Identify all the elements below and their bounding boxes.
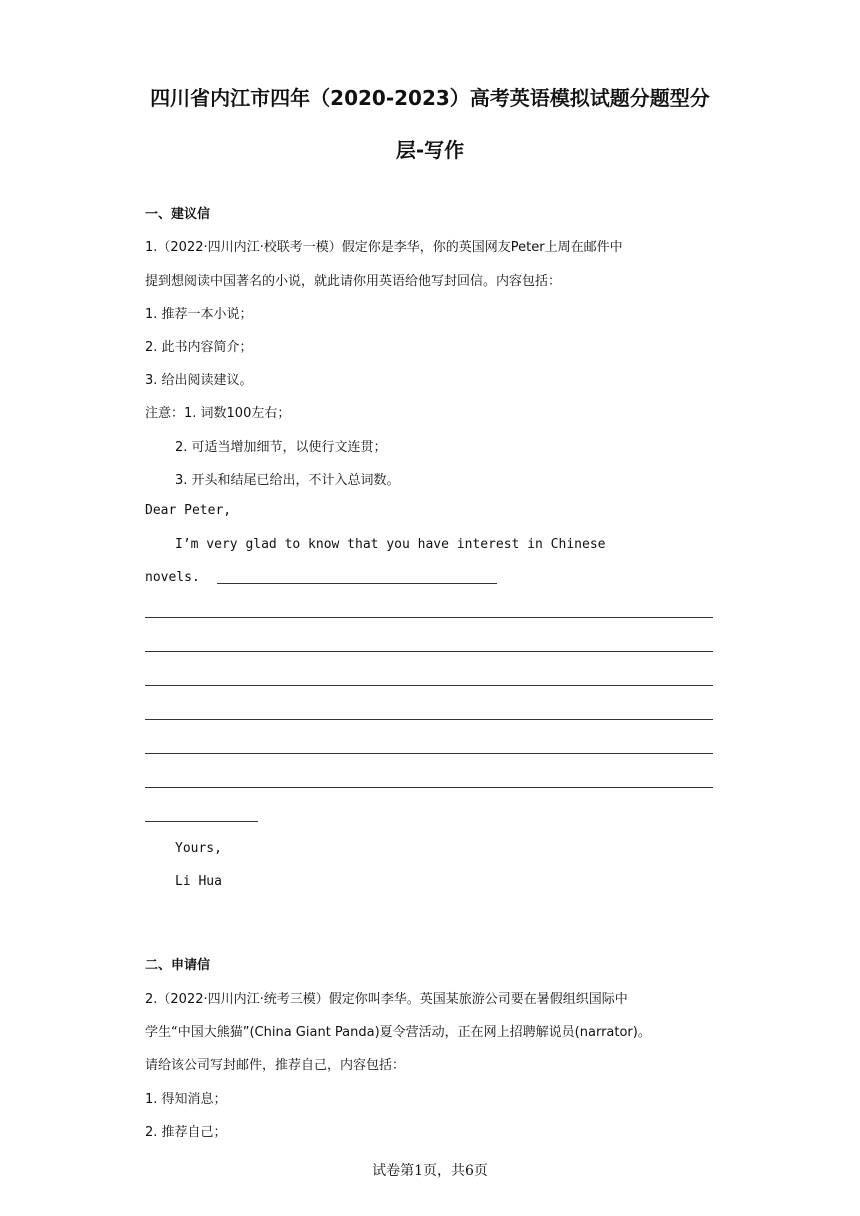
letter-opening-line-2: novels. [145,570,200,585]
requirement-item-3: 3. 给出阅读建议。 [145,373,253,388]
requirement-item-2: 2. 此书内容简介； [145,340,253,355]
title-line-1: 四川省内江市四年（2020-2023）高考英语模拟试题分题型分 [150,86,710,110]
answer-line[interactable] [145,753,713,754]
answer-line[interactable] [145,719,713,720]
letter-signature: Li Hua [175,874,222,889]
section-heading-application-letter: 二、申请信 [145,958,211,973]
letter-closing: Yours, [175,841,222,856]
letter-opening-line: I’m very glad to know that you have interest in Chinese [175,537,606,552]
answer-blank[interactable] [217,583,497,584]
requirement-item-2: 2. 推荐自己； [145,1125,227,1140]
question-2-line-2: 学生“中国大熊猫”(China Giant Panda)夏令营活动，正在网上招聘解说员(narrator)。 [145,1025,651,1040]
answer-line[interactable] [145,651,713,652]
question-2-line-3: 请给该公司写封邮件，推荐自己，内容包括： [145,1058,406,1073]
requirement-item-1: 1. 推荐一本小说； [145,307,253,322]
answer-line[interactable] [145,787,713,788]
title-line-2: 层-写作 [395,138,465,162]
question-2-line-1: 2.（2022·四川内江·统考三模）假定你叫李华。英国某旅游公司要在暑假组织国际中 [145,992,628,1007]
question-1-line-2: 提到想阅读中国著名的小说，就此请你用英语给他写封回信。内容包括： [145,274,562,289]
note-1: 注意：1. 词数100左右； [145,406,291,421]
letter-greeting: Dear Peter, [145,503,232,518]
requirement-item-1: 1. 得知消息； [145,1092,227,1107]
note-2: 2. 可适当增加细节，以使行文连贯； [175,440,387,455]
question-1-line-1: 1.（2022·四川内江·校联考一模）假定你是李华，你的英国网友Peter上周在邮件中 [145,240,623,255]
note-3: 3. 开头和结尾已给出，不计入总词数。 [175,473,400,488]
answer-line[interactable] [145,617,713,618]
section-heading-suggestion-letter: 一、建议信 [145,207,211,222]
answer-line[interactable] [145,685,713,686]
answer-line-short[interactable] [145,821,258,822]
page-footer: 试卷第1页，共6页 [372,1163,488,1179]
document-title [140,72,720,176]
